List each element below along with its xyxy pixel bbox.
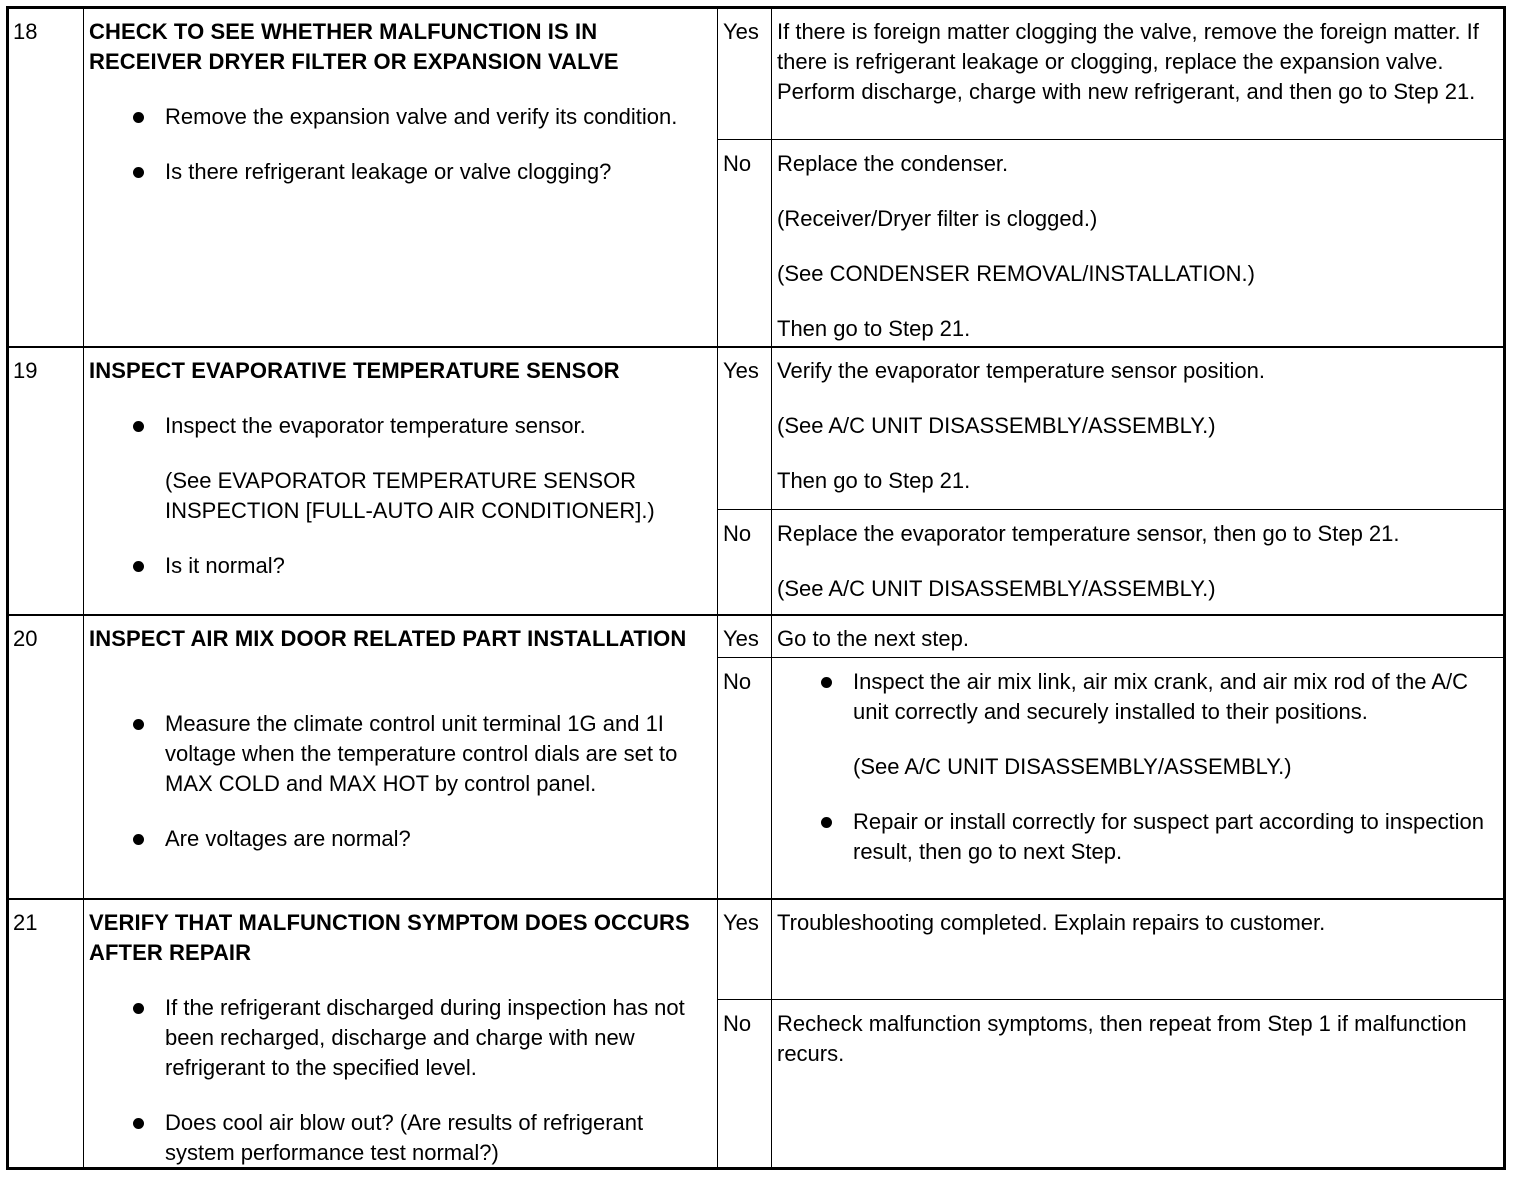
no-label: No bbox=[723, 521, 752, 546]
yes-result: Go to the next step. bbox=[777, 626, 970, 651]
bullet-icon bbox=[821, 677, 832, 688]
yes-label: Yes bbox=[723, 626, 759, 651]
no-label: No bbox=[723, 669, 752, 694]
step-title: CHECK TO SEE WHETHER MALFUNCTION IS IN RECEIVER DRYER FILTER OR EXPANSION VALVE bbox=[89, 19, 619, 74]
step-title: INSPECT AIR MIX DOOR RELATED PART INSTALLATION bbox=[89, 626, 687, 651]
step-title: INSPECT EVAPORATIVE TEMPERATURE SENSOR bbox=[89, 358, 620, 383]
no-label: No bbox=[723, 151, 752, 176]
step-row-21 bbox=[9, 900, 1503, 1167]
action-item: Is it normal? bbox=[89, 551, 709, 581]
action-item: Are voltages are normal? bbox=[89, 824, 709, 854]
bullet-icon bbox=[133, 1003, 144, 1014]
step-actions bbox=[89, 993, 709, 1193]
step-row-20 bbox=[9, 616, 1503, 898]
action-note: (See EVAPORATOR TEMPERATURE SENSOR INSPECTION [FULL-AUTO AIR CONDITIONER].) bbox=[165, 468, 655, 523]
troubleshooting-table bbox=[6, 6, 1506, 1170]
action-item: Does cool air blow out? (Are results of refrigerant system performance test normal?) bbox=[89, 1108, 709, 1168]
bullet-icon bbox=[133, 1118, 144, 1129]
no-label: No bbox=[723, 1011, 752, 1036]
step-number: 19 bbox=[13, 358, 38, 383]
bullet-icon bbox=[821, 817, 832, 828]
bullet-icon bbox=[133, 421, 144, 432]
yes-no-divider bbox=[717, 999, 1503, 1000]
step-number: 20 bbox=[13, 626, 38, 651]
no-result: Recheck malfunction symptoms, then repeat from Step 1 if malfunction recurs. bbox=[777, 1011, 1467, 1066]
yes-no-divider bbox=[717, 509, 1503, 510]
yes-result: Verify the evaporator temperature sensor position. (See A/C UNIT DISASSEMBLY/ASSEMBLY.) Then go to Step 21. bbox=[777, 358, 1265, 493]
action-item: Measure the climate control unit terminal 1G and 1I voltage when the temperature control dials are set to MAX COLD and MAX HOT by control panel. bbox=[89, 709, 709, 799]
result-note: (See A/C UNIT DISASSEMBLY/ASSEMBLY.) bbox=[853, 754, 1292, 779]
step-row-19 bbox=[9, 348, 1503, 614]
action-item: If the refrigerant discharged during inspection has not been recharged, discharge and charge with new refrigerant to the specified level. bbox=[89, 993, 709, 1083]
yes-no-divider bbox=[717, 139, 1503, 140]
step-actions bbox=[89, 411, 709, 606]
yes-label: Yes bbox=[723, 358, 759, 383]
no-result: Replace the condenser. (Receiver/Dryer filter is clogged.) (See CONDENSER REMOVAL/INSTALLATION.) Then go to Step 21. bbox=[777, 151, 1255, 341]
action-item: Inspect the evaporator temperature sensor. bbox=[89, 411, 709, 441]
bullet-icon bbox=[133, 834, 144, 845]
bullet-icon bbox=[133, 167, 144, 178]
step-actions bbox=[89, 102, 709, 212]
step-number: 21 bbox=[13, 910, 38, 935]
bullet-icon bbox=[133, 719, 144, 730]
result-item: Inspect the air mix link, air mix crank, and air mix rod of the A/C unit correctly and securely installed to their positions. bbox=[777, 667, 1497, 727]
yes-no-divider bbox=[717, 657, 1503, 658]
step-number: 18 bbox=[13, 19, 38, 44]
yes-result: Troubleshooting completed. Explain repairs to customer. bbox=[777, 910, 1326, 935]
no-result: Replace the evaporator temperature sensor, then go to Step 21. (See A/C UNIT DISASSEMBLY/ASSEMBLY.) bbox=[777, 521, 1400, 601]
bullet-icon bbox=[133, 112, 144, 123]
yes-label: Yes bbox=[723, 910, 759, 935]
action-item: Is there refrigerant leakage or valve clogging? bbox=[89, 157, 709, 187]
step-title: VERIFY THAT MALFUNCTION SYMPTOM DOES OCCURS AFTER REPAIR bbox=[89, 910, 690, 965]
bullet-icon bbox=[133, 561, 144, 572]
step-actions bbox=[89, 709, 709, 879]
action-item: Remove the expansion valve and verify its condition. bbox=[89, 102, 709, 132]
step-row-18 bbox=[9, 9, 1503, 347]
no-result bbox=[777, 667, 1497, 892]
yes-label: Yes bbox=[723, 19, 759, 44]
yes-result: If there is foreign matter clogging the valve, remove the foreign matter. If there is refrigerant leakage or clogging, replace the expansion valve. Perform discharge, charge with new refrigerant, and then go to Step 21. bbox=[777, 19, 1479, 104]
result-item: Repair or install correctly for suspect part according to inspection result, then go to next Step. bbox=[777, 807, 1497, 867]
